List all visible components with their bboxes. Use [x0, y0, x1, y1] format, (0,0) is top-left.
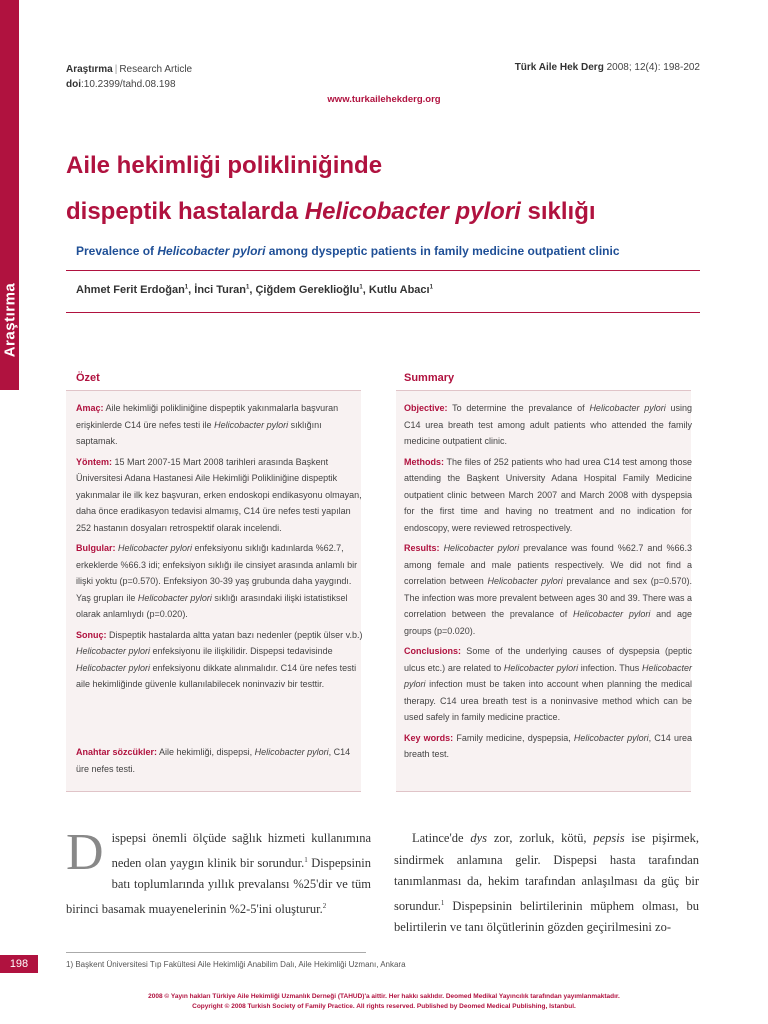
ozet-sonuc — [76, 627, 363, 693]
objective-italic: Helicobacter pylori — [589, 403, 666, 413]
title-divider — [66, 270, 700, 271]
author-separator: , — [249, 284, 256, 296]
keywords-italic: Helicobacter pylori — [573, 732, 649, 743]
author-list — [76, 284, 433, 296]
subtitle-text: Prevalence of — [76, 244, 158, 258]
author-separator: , — [188, 284, 195, 296]
ozet-amac — [76, 400, 363, 450]
results-text-end: and age groups (p=0.020). — [404, 609, 692, 636]
methods-text: The files of 252 patients who had urea C14 test among those attending the Başkent University Adana Hospital Family Medicine outpatient clinic between March 2007 and March 2008 with dyspepsia for the first time and having no treatment and no indication for endoscopy, were reviewed retrospectively. — [404, 456, 692, 533]
title-line-1: Aile hekimliği polikliniğinde — [66, 152, 383, 179]
doi-value: :10.2399/tahd.08.198 — [81, 79, 176, 90]
anahtar-text: Aile hekimliği, dispepsi, — [157, 747, 255, 757]
objective-text: To determine the prevalance of — [447, 403, 590, 413]
body-column-right — [394, 828, 699, 939]
summary-objective — [404, 400, 692, 450]
ozet-heading: Özet — [76, 372, 100, 384]
journal-name: Türk Aile Hek Derg — [514, 62, 604, 73]
summary-body — [404, 400, 692, 767]
bulgular-italic: Helicobacter pylori — [118, 543, 193, 553]
anahtar-label: Anahtar sözcükler: — [76, 747, 158, 757]
citation-ref[interactable]: 2 — [322, 901, 327, 910]
footnote-text: Başkent Üniversitesi Tıp Fakültesi Aile Hekimliği Anabilim Dalı, Aile Hekimliği Uzmanı, Ankara — [73, 960, 406, 969]
copyright-footer — [0, 992, 768, 1012]
body-text: Dispepsinin batı toplumlarında yıllık prevalansı %25'dir ve tüm birinci basamak muayenelerinin %2-5'ini oluşturur. — [66, 855, 371, 916]
results-italic: Helicobacter pylori — [573, 609, 651, 619]
author-name: Kutlu Abacı — [368, 284, 430, 296]
conclusions-italic: Helicobacter pylori — [404, 662, 692, 689]
footnote-divider — [66, 952, 366, 953]
conclusions-italic: Helicobacter pylori — [503, 662, 579, 673]
conclusions-text-end: infection must be taken into account when planning the medical therapy. C14 urea breath test is a noninvasive method which can be used safely in family medicine practice. — [404, 679, 692, 722]
body-italic: pepsis — [593, 831, 625, 845]
author-separator: , — [362, 284, 369, 296]
author-name: Çiğdem Gereklioğlu — [255, 284, 360, 296]
drop-cap: D — [66, 824, 104, 881]
ozet-bulgular — [76, 540, 363, 623]
results-italic: Helicobacter pylori — [487, 576, 563, 586]
objective-label: Objective: — [404, 403, 448, 413]
article-type-tr: Araştırma — [66, 64, 113, 75]
amac-label: Amaç: — [76, 403, 104, 413]
ozet-body — [76, 400, 363, 697]
sonuc-text: Dispeptik hastalarda altta yatan bazı nedenler (peptik ülser v.b.) — [106, 629, 363, 640]
author-affiliation: 1 — [184, 284, 189, 291]
conclusions-text: infection. Thus — [578, 662, 642, 673]
keywords-text-end: , C14 urea breath test. — [404, 732, 692, 759]
summary-methods — [404, 454, 692, 537]
amac-text-end: sıklığını saptamak. — [76, 419, 322, 446]
results-text: prevalance and sex (p=0.570). The infection was more prevalent between ages 30 and 39. There was a correlation between the prevalance of — [404, 576, 693, 619]
amac-text: Aile hekimliği polikliniğine dispeptik yakınmalarla başvuran erişkinlerde C14 üre nefes testi ile — [76, 403, 339, 430]
citation-ref[interactable]: 1 — [440, 898, 445, 907]
keywords-text: Family medicine, dyspepsia, — [453, 732, 574, 743]
yontem-label: Yöntem: — [76, 456, 112, 467]
conclusions-label: Conclusions: — [404, 646, 462, 656]
author-affiliation: 1 — [429, 284, 433, 291]
summary-results — [404, 540, 692, 639]
ozet-keywords — [76, 744, 363, 777]
sidebar-label: Araştırma — [1, 282, 19, 358]
body-text: zor, zorluk, kötü, — [487, 831, 594, 845]
author-affiliation: 1 — [359, 284, 363, 291]
sonuc-label: Sonuç: — [76, 629, 107, 640]
results-text: prevalance was found %62.7 and %66.3 among female and male patients respectively. We did not find a correlation between — [404, 543, 692, 586]
doi-label: doi — [66, 79, 81, 90]
journal-issue: 2008; 12(4): 198-202 — [606, 62, 700, 73]
copyright-line-en: Copyright © 2008 Turkish Society of Family Practice. All rights reserved. Published by Deomed Medical Publishing, Istanbul. — [192, 1003, 576, 1010]
body-text: ise pişirmek, sindirmek anlamına gelir. Dispepsi hasta tarafından tanımlanması da, hekim tarafından anlaşılması da güç bir sorundur. — [394, 831, 699, 913]
sonuc-italic: Helicobacter pylori — [76, 646, 151, 656]
affiliation-footnote — [66, 960, 406, 969]
body-column-left — [66, 824, 371, 920]
body-text: Dispepsinin belirtilerinin müphem olması, bu belirtilerin ve tanı ölçütlerinin gözden geçirilmesini zo- — [394, 898, 699, 935]
author-affiliation: 1 — [246, 284, 250, 291]
sonuc-italic: Helicobacter pylori — [76, 662, 151, 673]
subtitle-text-end: among dyspeptic patients in family medicine outpatient clinic — [265, 244, 620, 258]
keywords-label: Key words: — [404, 732, 454, 743]
citation-ref[interactable]: 1 — [304, 855, 308, 864]
footnote-marker: 1) — [66, 960, 74, 969]
sonuc-text-end: enfeksiyonu dikkate alınmalıdır. C14 üre nefes testi aile hekimliğinde güvenle kullanılabilecek noninvaziv bir testtir. — [76, 662, 357, 689]
ozet-yontem — [76, 454, 363, 537]
yontem-text: 15 Mart 2007-15 Mart 2008 tarihleri arasında Başkent Üniversitesi Adana Hastanesi Aile Hekimliği Polikliniğine dispeptik yakınmalar ile ilk kez başvuran, erken endoskopi endikasyonu olmayan, daha önce eradikasyon tedavisi almamış, C14 üre nefes testi yapılan 252 hastanın dosyaları retrospektif olarak incelendi. — [76, 456, 362, 533]
body-text: ispepsi önemli ölçüde sağlık hizmeti kullanımına neden olan yaygın klinik bir sorundur. — [111, 831, 371, 870]
journal-url[interactable]: www.turkailehekderg.org — [327, 94, 441, 105]
amac-italic: Helicobacter pylori — [214, 419, 289, 430]
bulgular-label: Bulgular: — [76, 543, 116, 553]
authors-divider — [66, 312, 700, 313]
subtitle-italic: Helicobacter pylori — [157, 244, 266, 258]
summary-conclusions — [404, 643, 692, 726]
summary-heading: Summary — [404, 372, 455, 384]
article-title — [66, 143, 726, 235]
title-line-2 — [66, 189, 726, 235]
body-text: Latince'de — [412, 831, 471, 845]
sonuc-text: enfeksiyonu ile ilişkilidir. Dispepsi tedavisinde — [150, 646, 333, 656]
journal-citation — [515, 62, 700, 73]
anahtar-text-end: , C14 üre nefes testi. — [76, 747, 351, 774]
summary-keywords — [404, 730, 692, 763]
bulgular-text: enfeksiyonu sıklığı kadınlarda %62.7, erkeklerde %66.3 idi; enfeksiyon sıklığı ile cinsiyet arasında anlamlı bir ilişki yoktu (p=0.570). Enfeksiyon 30-39 yaş grubunda daha yaygındı. Yaş grupları ile — [76, 543, 358, 603]
article-subtitle — [76, 244, 620, 258]
article-meta: Araştırma | Research Article doi:10.2399/tahd.08.198 — [66, 64, 193, 90]
results-italic: Helicobacter pylori — [443, 543, 520, 553]
results-label: Results: — [404, 543, 440, 553]
author-name: İnci Turan — [194, 284, 247, 296]
bulgular-text-end: sıklığı arasındaki ilişki istatistiksel olarak anlamlıydı (p=0.020). — [76, 592, 348, 619]
author-name: Ahmet Ferit Erdoğan — [76, 284, 185, 296]
title-text-end: sıklığı — [520, 198, 596, 225]
body-italic: dys — [470, 831, 488, 845]
title-italic: Helicobacter pylori — [304, 198, 521, 225]
anahtar-italic: Helicobacter pylori — [254, 747, 329, 757]
conclusions-text: Some of the underlying causes of dyspepsia (peptic ulcus etc.) are related to — [404, 646, 692, 673]
objective-text-end: using C14 urea breath test among adult patients who attended the family medicine outpatient clinic. — [404, 403, 692, 446]
article-type-en: Research Article — [119, 64, 193, 75]
title-text: dispeptik hastalarda — [66, 198, 305, 225]
copyright-line-tr: 2008 © Yayın hakları Türkiye Aile Hekimliği Uzmanlık Derneği (TAHUD)'a aittir. Her hakkı saklıdır. Deomed Medikal Yayıncılık tarafından yayımlanmaktadır. — [148, 993, 620, 1000]
methods-label: Methods: — [404, 456, 444, 467]
page-number: 198 — [0, 955, 38, 973]
bulgular-italic: Helicobacter pylori — [137, 592, 212, 603]
